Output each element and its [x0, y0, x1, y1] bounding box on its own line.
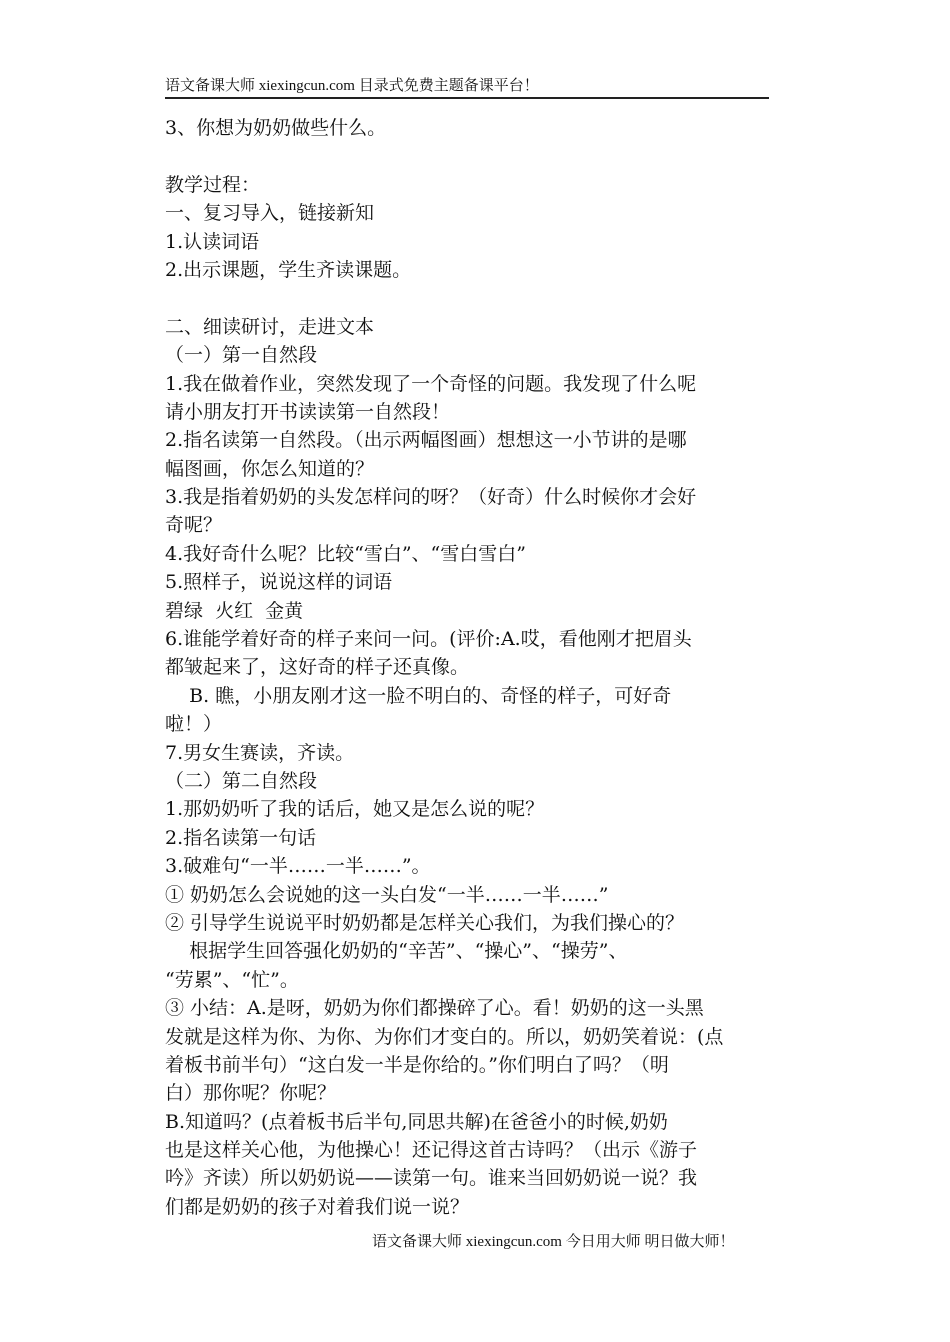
text-line: 请小朋友打开书读读第一自然段！: [165, 400, 451, 423]
text-line: 吟》齐读）所以奶奶说——读第一句。谁来当回奶奶说一说？我: [165, 1167, 698, 1190]
text-line: 6.谁能学着好奇的样子来问一问。(评价:A.哎，看他刚才把眉头: [165, 628, 692, 651]
text-line: B. 瞧，小朋友刚才这一脸不明白的、奇怪的样子，可好奇: [165, 684, 672, 707]
text-line: 白）那你呢？你呢？: [165, 1082, 337, 1105]
page-header: 语文备课大师 xiexingcun.com 目录式免费主题备课平台！: [165, 78, 539, 94]
text-line: 3.我是指着奶奶的头发怎样问的呀？（好奇）什么时候你才会好: [165, 486, 697, 509]
text-line: 也是这样关心他，为他操心！还记得这首古诗吗？（出示《游子: [165, 1139, 698, 1162]
text-line: 2.出示课题，学生齐读课题。: [165, 258, 412, 281]
text-line: ③ 小结：A.是呀，奶奶为你们都操碎了心。看！奶奶的这一头黑: [165, 997, 704, 1020]
blank-line: [165, 142, 769, 170]
text-line: 幅图画，你怎么知道的？: [165, 457, 375, 480]
text-line: 一、复习导入，链接新知: [165, 202, 375, 225]
text-line: 1.认读词语: [165, 230, 260, 253]
text-line: 都皱起来了，这好奇的样子还真像。: [165, 656, 470, 679]
text-line: 碧绿 火红 金黄: [165, 599, 304, 622]
text-line: 1.我在做着作业，突然发现了一个奇怪的问题。我发现了什么呢: [165, 372, 697, 395]
text-line: 5.照样子，说说这样的词语: [165, 571, 393, 594]
text-line: 3、你想为奶奶做些什么。: [165, 117, 387, 139]
text-line: 发就是这样为你、为你、为你们才变白的。所以，奶奶笑着说：(点: [165, 1025, 724, 1048]
page-footer: 语文备课大师 xiexingcun.com 今日用大师 明日做大师！: [372, 1234, 735, 1250]
text-line: 4.我好奇什么呢？比较“雪白”、“雪白雪白”: [165, 542, 526, 565]
text-line: ① 奶奶怎么会说她的这一头白发“一半……一半……”: [165, 883, 609, 906]
text-line: 着板书前半句）“这白发一半是你给的。”你们明白了吗？（明: [165, 1053, 669, 1076]
text-line: 们都是奶奶的孩子对着我们说一说？: [165, 1195, 470, 1218]
text-line: ② 引导学生说说平时奶奶都是怎样关心我们，为我们操心的？: [165, 911, 685, 934]
text-line: B.知道吗？(点着板书后半句,同思共解)在爸爸小的时候,奶奶: [165, 1110, 668, 1133]
header-divider: [165, 97, 769, 99]
text-line: 3.破难句“一半……一半……”。: [165, 855, 431, 878]
text-line: 7.男女生赛读，齐读。: [165, 741, 355, 764]
text-line: 啦！）: [165, 713, 223, 736]
text-line: 2.指名读第一句话: [165, 826, 317, 849]
text-line: （二）第二自然段: [165, 769, 318, 792]
text-line: 二、细读研讨，走进文本: [165, 315, 375, 338]
text-line: 2.指名读第一自然段。（出示两幅图画）想想这一小节讲的是哪: [165, 429, 687, 452]
blank-line: [165, 284, 769, 312]
text-line: “劳累”、“忙”。: [165, 968, 299, 991]
document-body: [165, 114, 769, 1221]
text-line: 根据学生回答强化奶奶的“辛苦”、“操心”、“操劳”、: [165, 940, 628, 963]
text-line: 1.那奶奶听了我的话后，她又是怎么说的呢？: [165, 798, 545, 821]
text-line: （一）第一自然段: [165, 344, 318, 367]
text-line: 奇呢？: [165, 514, 223, 537]
text-line: 教学过程：: [165, 173, 261, 196]
